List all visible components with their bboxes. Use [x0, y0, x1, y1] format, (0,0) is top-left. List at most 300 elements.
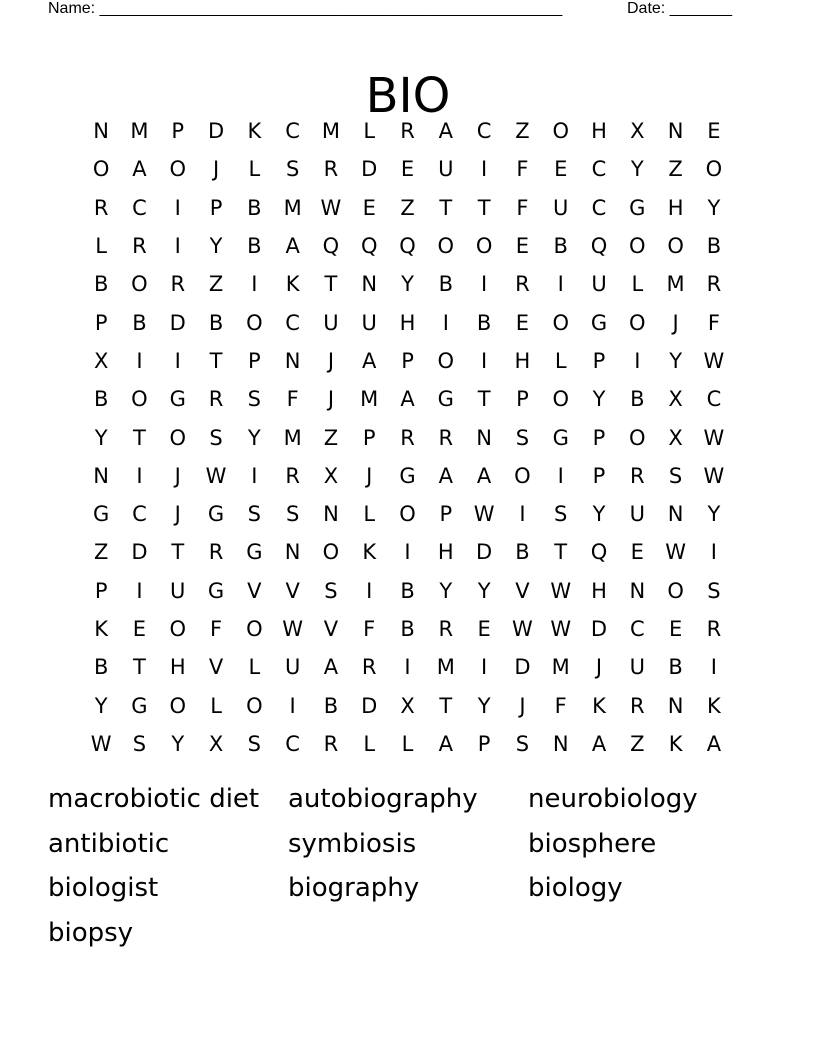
grid-letter: H — [169, 655, 186, 680]
grid-letter: K — [707, 693, 721, 718]
word-list-item: macrobiotic diet — [48, 784, 260, 814]
grid-letter: C — [476, 119, 492, 144]
grid-letter: R — [630, 693, 645, 718]
grid-letter: O — [552, 119, 569, 144]
grid-letter: I — [634, 348, 641, 373]
grid-letter: A — [285, 234, 300, 259]
grid-letter: L — [210, 693, 222, 718]
grid-letter: B — [476, 310, 492, 335]
grid-letter: U — [361, 310, 377, 335]
grid-letter: B — [132, 310, 147, 335]
grid-letter: L — [554, 348, 567, 373]
grid-letter: B — [93, 655, 109, 680]
grid-letter: K — [247, 119, 262, 144]
grid-letter: N — [93, 463, 109, 488]
grid-letter: B — [247, 195, 262, 220]
grid-letter: E — [132, 617, 147, 641]
grid-letter: I — [481, 272, 488, 297]
grid-letter: E — [400, 157, 415, 182]
grid-letter: I — [710, 655, 717, 680]
grid-letter: U — [323, 310, 339, 335]
grid-letter: U — [438, 157, 454, 182]
grid-letter: B — [630, 387, 645, 412]
grid-letter: D — [590, 617, 608, 641]
grid-letter: L — [363, 502, 376, 527]
grid-letter: Q — [399, 234, 416, 259]
grid-letter: I — [404, 540, 411, 565]
grid-letter: G — [437, 387, 454, 412]
word-list-item: neurobiology — [528, 784, 698, 814]
grid-letter: Z — [208, 272, 224, 297]
grid-letter: P — [592, 463, 606, 488]
grid-letter: E — [515, 234, 530, 259]
grid-letter: N — [323, 502, 339, 527]
grid-letter: O — [131, 272, 148, 297]
grid-letter: E — [362, 195, 376, 220]
grid-letter: X — [208, 731, 224, 756]
grid-letter: U — [629, 655, 645, 680]
grid-letter: M — [436, 655, 455, 680]
grid-letter: C — [132, 195, 147, 220]
grid-letter: I — [174, 348, 181, 373]
grid-letter: M — [666, 272, 685, 297]
grid-letter: T — [209, 348, 223, 373]
grid-letter: R — [323, 157, 339, 182]
grid-letter: A — [438, 731, 453, 756]
grid-letter: L — [363, 119, 376, 144]
grid-letter: W — [703, 463, 725, 488]
grid-letter: I — [481, 157, 488, 182]
grid-letter: G — [131, 693, 148, 718]
grid-letter: N — [552, 731, 569, 756]
grid-letter: V — [285, 578, 300, 603]
grid-letter: V — [247, 578, 262, 603]
grid-letter: I — [136, 348, 143, 373]
grid-letter: W — [703, 425, 725, 450]
grid-letter: K — [592, 693, 606, 718]
grid-letter: O — [169, 157, 186, 182]
grid-letter: S — [285, 157, 300, 182]
grid-letter: E — [630, 540, 644, 565]
grid-letter: N — [667, 693, 684, 718]
grid-letter: D — [361, 693, 378, 718]
grid-letter: N — [629, 578, 646, 603]
grid-letter: K — [94, 617, 109, 641]
grid-letter: Z — [400, 195, 415, 220]
word-list-item: biology — [528, 873, 623, 904]
grid-letter: M — [130, 119, 149, 144]
grid-letter: G — [552, 425, 569, 450]
grid-letter: B — [706, 234, 722, 259]
grid-letter: T — [133, 655, 146, 680]
grid-letter: A — [706, 731, 722, 756]
grid-letter: O — [629, 234, 646, 259]
grid-letter: N — [476, 425, 492, 450]
grid-letter: A — [362, 348, 377, 373]
grid-letter: R — [285, 463, 300, 488]
grid-letter: S — [247, 731, 261, 756]
grid-letter: I — [519, 502, 526, 527]
grid-letter: H — [591, 578, 607, 603]
grid-letter: K — [668, 731, 683, 756]
grid-letter: R — [630, 463, 645, 488]
grid-letter: A — [476, 463, 492, 488]
grid-letter: S — [554, 502, 568, 527]
grid-letter: B — [247, 234, 262, 259]
grid-letter: U — [629, 502, 645, 527]
letter-grid — [82, 112, 733, 763]
grid-letter: W — [703, 348, 725, 373]
grid-letter: R — [438, 425, 454, 450]
grid-letter: Y — [171, 731, 185, 756]
grid-letter: O — [667, 234, 684, 259]
grid-letter: E — [515, 310, 530, 335]
grid-letter: T — [324, 272, 338, 297]
grid-letter: J — [519, 693, 526, 718]
grid-letter: I — [442, 310, 449, 335]
grid-letter: G — [590, 310, 608, 335]
grid-letter: I — [289, 693, 296, 718]
grid-letter: S — [707, 578, 721, 603]
grid-letter: B — [93, 272, 109, 297]
grid-letter: I — [710, 540, 717, 565]
word-list-item: biosphere — [528, 828, 657, 859]
grid-letter: O — [475, 234, 493, 259]
grid-letter: T — [477, 195, 491, 220]
grid-letter: O — [169, 693, 186, 718]
grid-letter: V — [515, 578, 530, 603]
grid-letter: A — [438, 119, 453, 144]
grid-letter: O — [131, 387, 148, 412]
grid-letter: C — [132, 502, 147, 527]
grid-letter: L — [401, 731, 414, 756]
grid-letter: H — [437, 540, 454, 565]
grid-letter: P — [516, 387, 529, 412]
grid-letter: G — [207, 502, 225, 527]
grid-letter: B — [208, 310, 224, 335]
grid-letter: G — [93, 502, 110, 527]
grid-letter: O — [246, 693, 263, 718]
grid-letter: O — [399, 502, 416, 527]
grid-letter: N — [93, 119, 109, 144]
grid-letter: W — [665, 540, 686, 565]
grid-letter: R — [438, 617, 454, 641]
grid-letter: X — [668, 425, 683, 450]
grid-letter: J — [212, 157, 220, 182]
grid-letter: I — [136, 463, 143, 488]
grid-letter: Y — [401, 272, 414, 297]
grid-letter: R — [170, 272, 186, 297]
grid-letter: I — [251, 463, 258, 488]
grid-letter: P — [477, 731, 491, 756]
grid-letter: I — [366, 578, 373, 603]
grid-letter: B — [400, 617, 415, 641]
grid-letter: A — [400, 387, 415, 412]
grid-letter: Y — [94, 425, 108, 450]
grid-letter: T — [439, 693, 453, 718]
grid-letter: A — [132, 157, 147, 182]
grid-letter: B — [515, 540, 530, 565]
grid-letter: H — [591, 119, 607, 144]
grid-letter: P — [94, 578, 108, 603]
grid-letter: F — [516, 157, 529, 182]
grid-letter: O — [552, 310, 569, 335]
grid-letter: H — [667, 195, 684, 220]
grid-letter: F — [707, 310, 720, 335]
grid-letter: Z — [93, 540, 109, 565]
grid-letter: T — [133, 425, 146, 450]
grid-letter: W — [320, 195, 342, 220]
grid-letter: W — [90, 731, 112, 756]
grid-letter: P — [592, 348, 606, 373]
grid-letter: U — [591, 272, 607, 297]
grid-letter: C — [591, 157, 607, 182]
grid-letter: Y — [209, 234, 223, 259]
word-list-item: antibiotic — [48, 828, 170, 859]
grid-letter: W — [205, 463, 227, 488]
grid-letter: S — [209, 425, 223, 450]
grid-letter: Y — [592, 387, 606, 412]
grid-letter: F — [516, 195, 529, 220]
grid-letter: S — [324, 578, 338, 603]
grid-letter: R — [706, 272, 722, 297]
grid-letter: R — [323, 731, 339, 756]
word-list-item: symbiosis — [288, 828, 417, 859]
grid-letter: Q — [590, 540, 608, 565]
grid-letter: F — [554, 693, 567, 718]
grid-letter: L — [631, 272, 644, 297]
page-title: BIO — [365, 68, 451, 125]
grid-letter: Y — [439, 578, 453, 603]
grid-letter: I — [481, 655, 488, 680]
grid-letter: M — [321, 119, 340, 144]
grid-letter: W — [512, 617, 533, 641]
grid-letter: Y — [247, 425, 261, 450]
grid-letter: W — [550, 578, 572, 603]
grid-letter: U — [284, 655, 301, 680]
grid-letter: J — [327, 387, 335, 412]
grid-letter: Y — [592, 502, 606, 527]
grid-letter: Y — [707, 502, 721, 527]
grid-letter: I — [557, 272, 564, 297]
grid-letter: M — [283, 195, 302, 220]
grid-letter: G — [629, 195, 646, 220]
grid-letter: B — [553, 234, 568, 259]
grid-letter: I — [557, 463, 564, 488]
grid-letter: O — [169, 425, 186, 450]
grid-letter: Z — [515, 119, 530, 144]
grid-letter: Q — [590, 234, 608, 259]
grid-letter: B — [668, 655, 683, 680]
grid-letter: O — [92, 157, 110, 182]
grid-letter: O — [705, 157, 723, 182]
grid-letter: Z — [323, 425, 339, 450]
grid-letter: R — [208, 387, 224, 412]
grid-letter: Y — [707, 195, 721, 220]
grid-letter: Y — [669, 348, 683, 373]
grid-letter: M — [551, 655, 570, 680]
grid-letter: X — [668, 387, 683, 412]
grid-letter: I — [404, 655, 411, 680]
grid-letter: P — [439, 502, 453, 527]
grid-letter: S — [515, 425, 530, 450]
grid-letter: J — [327, 348, 335, 373]
grid-letter: C — [629, 617, 645, 641]
grid-letter: I — [174, 195, 181, 220]
grid-letter: P — [401, 348, 414, 373]
grid-letter: M — [283, 425, 302, 450]
word-list-item: biopsy — [48, 918, 134, 949]
grid-letter: W — [550, 617, 572, 641]
grid-letter: B — [400, 578, 415, 603]
grid-letter: H — [399, 310, 416, 335]
grid-letter: U — [553, 195, 569, 220]
grid-letter: X — [630, 119, 645, 144]
grid-letter: I — [136, 578, 143, 603]
grid-letter: Q — [322, 234, 340, 259]
grid-letter: S — [132, 731, 147, 756]
grid-letter: C — [285, 310, 300, 335]
grid-letter: D — [361, 157, 378, 182]
grid-letter: F — [363, 617, 376, 641]
grid-letter: D — [207, 119, 225, 144]
grid-letter: X — [323, 463, 339, 488]
grid-letter: H — [514, 348, 531, 373]
grid-letter: O — [437, 234, 455, 259]
grid-letter: R — [208, 540, 224, 565]
grid-letter: A — [591, 731, 607, 756]
grid-letter: K — [285, 272, 300, 297]
grid-letter: V — [323, 617, 339, 641]
grid-letter: N — [361, 272, 378, 297]
grid-letter: P — [592, 425, 606, 450]
grid-letter: B — [438, 272, 454, 297]
grid-letter: X — [400, 693, 415, 718]
grid-letter: P — [362, 425, 376, 450]
word-list-item: autobiography — [288, 784, 478, 814]
grid-letter: A — [438, 463, 453, 488]
grid-letter: G — [399, 463, 416, 488]
grid-letter: S — [668, 463, 683, 488]
grid-letter: S — [247, 387, 261, 412]
grid-letter: G — [169, 387, 186, 412]
grid-letter: G — [207, 578, 225, 603]
grid-letter: C — [591, 195, 607, 220]
grid-letter: I — [481, 348, 488, 373]
grid-letter: K — [362, 540, 377, 565]
grid-letter: O — [246, 617, 263, 641]
grid-letter: R — [132, 234, 147, 259]
grid-letter: N — [667, 119, 684, 144]
grid-letter: I — [251, 272, 258, 297]
grid-letter: P — [248, 348, 261, 373]
grid-letter: J — [174, 502, 181, 527]
grid-letter: N — [284, 348, 301, 373]
grid-letter: R — [706, 617, 722, 641]
grid-letter: E — [554, 157, 568, 182]
grid-letter: Y — [630, 157, 644, 182]
word-list-item: biologist — [48, 873, 159, 904]
grid-letter: I — [174, 234, 181, 259]
grid-letter: R — [400, 425, 415, 450]
grid-letter: A — [323, 655, 339, 680]
date-field: Date: _______ — [627, 0, 732, 17]
grid-letter: L — [248, 157, 261, 182]
grid-letter: E — [477, 617, 491, 641]
grid-letter: Z — [668, 157, 683, 182]
name-field: Name: ____________________________________________________ — [48, 0, 563, 17]
grid-letter: N — [667, 502, 684, 527]
grid-letter: O — [246, 310, 263, 335]
grid-letter: T — [171, 540, 185, 565]
grid-letter: J — [366, 463, 373, 488]
grid-letter: S — [247, 502, 261, 527]
grid-letter: L — [95, 234, 107, 259]
grid-letter: G — [246, 540, 263, 565]
grid-letter: O — [667, 578, 684, 603]
grid-letter: D — [514, 655, 531, 680]
grid-letter: B — [323, 693, 339, 718]
grid-letter: W — [282, 617, 304, 641]
grid-letter: B — [93, 387, 109, 412]
grid-letter: Y — [477, 578, 491, 603]
grid-letter: C — [285, 731, 300, 756]
grid-letter: F — [209, 617, 223, 641]
grid-letter: U — [170, 578, 186, 603]
grid-letter: D — [131, 540, 148, 565]
grid-letter: R — [515, 272, 530, 297]
grid-letter: Q — [360, 234, 378, 259]
grid-letter: D — [476, 540, 493, 565]
grid-letter: W — [473, 502, 495, 527]
grid-letter: O — [629, 425, 646, 450]
grid-letter: D — [169, 310, 186, 335]
grid-letter: M — [360, 387, 379, 412]
grid-letter: O — [437, 348, 455, 373]
word-list-item: biography — [288, 873, 420, 904]
grid-letter: C — [706, 387, 722, 412]
grid-letter: N — [284, 540, 301, 565]
grid-letter: P — [171, 119, 185, 144]
grid-letter: Z — [630, 731, 645, 756]
grid-letter: E — [668, 617, 683, 641]
grid-letter: E — [707, 119, 721, 144]
grid-letter: Y — [477, 693, 491, 718]
grid-letter: F — [286, 387, 299, 412]
grid-letter: Y — [94, 693, 108, 718]
grid-letter: P — [94, 310, 108, 335]
grid-letter: C — [285, 119, 300, 144]
grid-letter: J — [174, 463, 181, 488]
grid-letter: J — [672, 310, 679, 335]
grid-letter: X — [93, 348, 109, 373]
grid-letter: P — [209, 195, 223, 220]
grid-letter: S — [285, 502, 300, 527]
grid-letter: O — [322, 540, 340, 565]
grid-letter: L — [248, 655, 261, 680]
grid-letter: S — [515, 731, 530, 756]
grid-letter: R — [93, 195, 109, 220]
grid-letter: O — [552, 387, 569, 412]
grid-letter: O — [514, 463, 531, 488]
grid-letter: T — [439, 195, 453, 220]
grid-letter: R — [361, 655, 377, 680]
grid-letter: R — [400, 119, 415, 144]
grid-letter: V — [208, 655, 224, 680]
grid-letter: L — [363, 731, 376, 756]
grid-letter: O — [169, 617, 186, 641]
grid-letter: O — [629, 310, 646, 335]
